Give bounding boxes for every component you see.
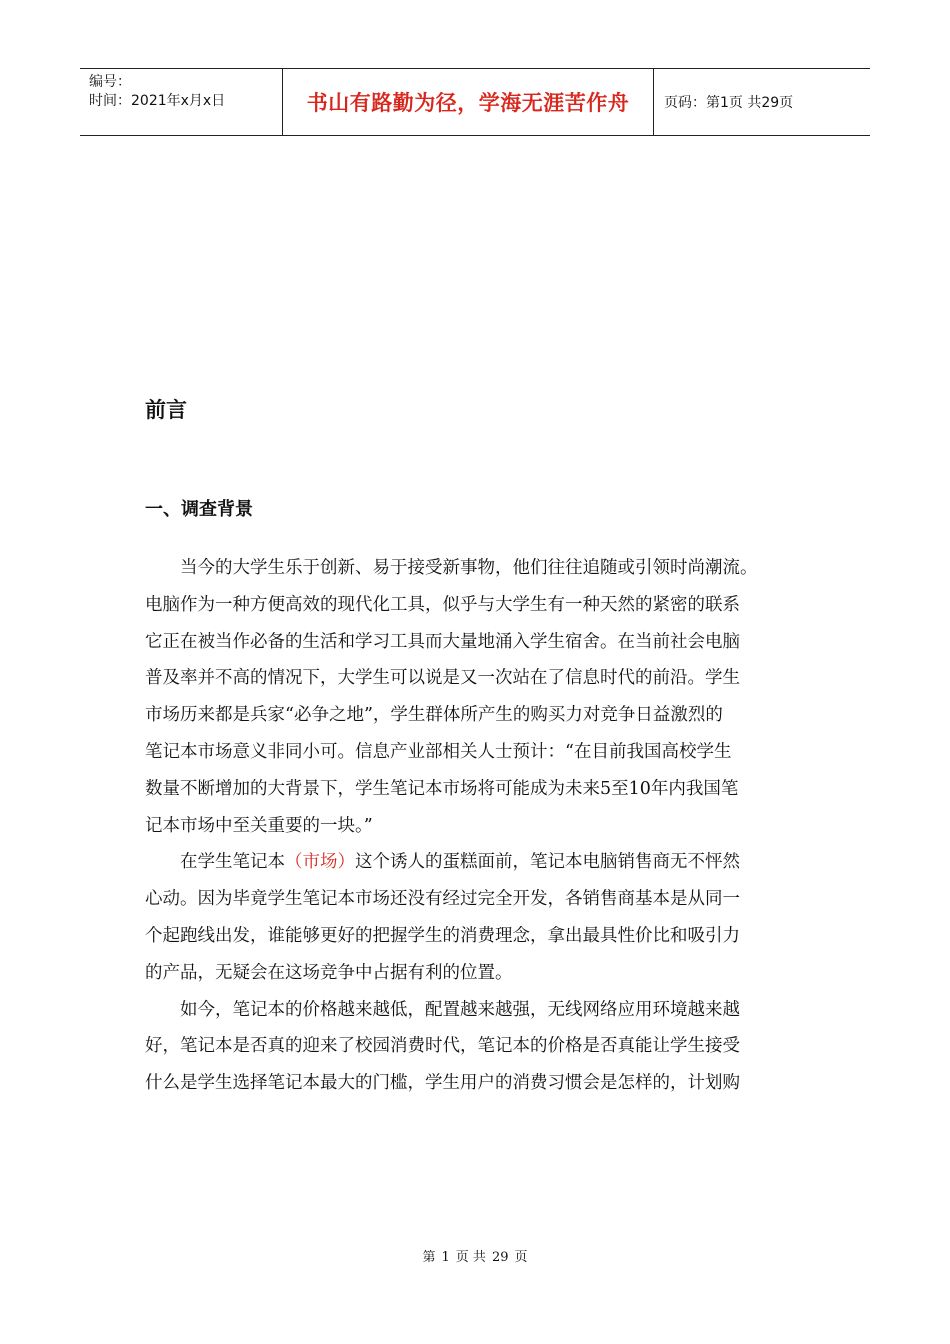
header-page-info: 页码：第1页 共29页 [664,95,794,111]
footer-mid: 页 共 [455,1250,486,1265]
footer-suffix: 页 [514,1250,528,1265]
body-text [145,550,810,1102]
page-footer [0,1246,950,1265]
paragraph-line: 数量不断增加的大背景下，学生笔记本市场将可能成为未来5至10年内我国笔 [145,778,739,799]
header-motto-cell [282,69,654,135]
text-run: 在学生笔记本 [180,852,285,873]
document-number-label: 编号： [89,74,131,90]
paragraph-line: 普及率并不高的情况下，大学生可以说是又一次站在了信息时代的前沿。学生 [145,668,740,689]
header-meta-cell [80,69,282,135]
paragraph-line: 个起跑线出发，谁能够更好的把握学生的消费理念，拿出最具性价比和吸引力 [145,925,740,946]
paragraph-line: 电脑作为一种方便高效的现代化工具，似乎与大学生有一种天然的紧密的联系 [145,594,740,615]
section-title: 一、调查背景 [145,499,253,520]
paragraph-line: 市场历来都是兵家“必争之地”，学生群体所产生的购买力对竞争日益激烈的 [145,705,723,726]
paragraph-line: 的产品，无疑会在这场竞争中占据有利的位置。 [145,962,513,983]
text-run: 这个诱人的蛋糕面前，笔记本电脑销售商无不怦然 [355,852,740,873]
header-page-cell [654,69,870,135]
paragraph-line: 它正在被当作必备的生活和学习工具而大量地涌入学生宿舍。在当前社会电脑 [145,631,740,652]
preface-title: 前言 [145,398,187,422]
footer-prefix: 第 [422,1250,436,1265]
paragraph-line [145,844,810,881]
document-date-label: 时间：2021年x月x日 [89,93,226,109]
paragraph-line: 好，笔记本是否真的迎来了校园消费时代，笔记本的价格是否真能让学生接受 [145,1036,740,1057]
paragraph-line: 记本市场中至关重要的一块。” [145,815,373,836]
header-motto: 书山有路勤为径，学海无涯苦作舟 [306,91,630,115]
page-header-table [80,68,870,136]
paragraph-line: 如今，笔记本的价格越来越低，配置越来越强，无线网络应用环境越来越 [180,999,740,1020]
paragraph-line: 什么是学生选择笔记本最大的门槛，学生用户的消费习惯会是怎样的，计划购 [145,1073,740,1094]
paragraph-line: 心动。因为毕竟学生笔记本市场还没有经过完全开发，各销售商基本是从同一 [145,889,740,910]
footer-total-pages: 29 [491,1250,509,1265]
paragraph-line: 当今的大学生乐于创新、易于接受新事物，他们往往追随或引领时尚潮流。 [180,558,758,578]
paragraph-line: 笔记本市场意义非同小可。信息产业部相关人士预计：“在目前我国高校学生 [145,741,732,762]
highlighted-term: （市场） [285,852,355,873]
footer-page-number: 1 [441,1250,450,1265]
